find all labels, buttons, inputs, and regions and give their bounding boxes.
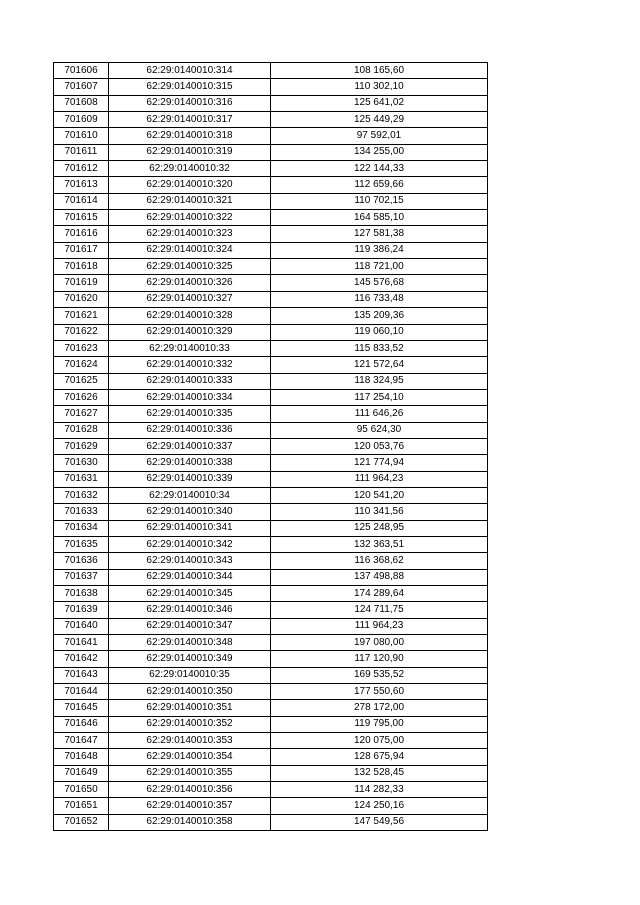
value-cell: 120 541,20 xyxy=(271,487,488,503)
value-cell: 125 248,95 xyxy=(271,520,488,536)
table-row xyxy=(54,422,488,438)
value-cell: 174 289,64 xyxy=(271,586,488,602)
value-cell: 110 702,15 xyxy=(271,193,488,209)
value-cell: 119 795,00 xyxy=(271,716,488,732)
cadastral-number-cell: 62:29:0140010:353 xyxy=(109,733,271,749)
value-cell: 118 721,00 xyxy=(271,259,488,275)
table-row xyxy=(54,406,488,422)
row-number-cell: 701638 xyxy=(54,586,109,602)
cadastral-number-cell: 62:29:0140010:350 xyxy=(109,684,271,700)
row-number-cell: 701613 xyxy=(54,177,109,193)
table-row xyxy=(54,63,488,79)
table-row xyxy=(54,765,488,781)
cadastral-number-cell: 62:29:0140010:352 xyxy=(109,716,271,732)
row-number-cell: 701625 xyxy=(54,373,109,389)
value-cell: 169 535,52 xyxy=(271,667,488,683)
value-cell: 110 341,56 xyxy=(271,504,488,520)
cadastral-number-cell: 62:29:0140010:351 xyxy=(109,700,271,716)
cadastral-number-cell: 62:29:0140010:337 xyxy=(109,438,271,454)
row-number-cell: 701639 xyxy=(54,602,109,618)
cadastral-number-cell: 62:29:0140010:35 xyxy=(109,667,271,683)
cadastral-number-cell: 62:29:0140010:336 xyxy=(109,422,271,438)
value-cell: 95 624,30 xyxy=(271,422,488,438)
row-number-cell: 701646 xyxy=(54,716,109,732)
value-cell: 127 581,38 xyxy=(271,226,488,242)
value-cell: 119 386,24 xyxy=(271,242,488,258)
table-row xyxy=(54,112,488,128)
table-row xyxy=(54,177,488,193)
table-row xyxy=(54,504,488,520)
cadastral-number-cell: 62:29:0140010:358 xyxy=(109,814,271,830)
value-cell: 122 144,33 xyxy=(271,161,488,177)
row-number-cell: 701618 xyxy=(54,259,109,275)
value-cell: 119 060,10 xyxy=(271,324,488,340)
table-row xyxy=(54,161,488,177)
table-row xyxy=(54,455,488,471)
cadastral-number-cell: 62:29:0140010:332 xyxy=(109,357,271,373)
table-row xyxy=(54,618,488,634)
cadastral-number-cell: 62:29:0140010:326 xyxy=(109,275,271,291)
cadastral-number-cell: 62:29:0140010:341 xyxy=(109,520,271,536)
row-number-cell: 701651 xyxy=(54,798,109,814)
table-row xyxy=(54,340,488,356)
value-cell: 121 774,94 xyxy=(271,455,488,471)
cadastral-number-cell: 62:29:0140010:342 xyxy=(109,536,271,552)
table-row xyxy=(54,487,488,503)
cadastral-number-cell: 62:29:0140010:349 xyxy=(109,651,271,667)
row-number-cell: 701633 xyxy=(54,504,109,520)
row-number-cell: 701627 xyxy=(54,406,109,422)
row-number-cell: 701619 xyxy=(54,275,109,291)
cadastral-number-cell: 62:29:0140010:334 xyxy=(109,389,271,405)
cadastral-number-cell: 62:29:0140010:32 xyxy=(109,161,271,177)
table-row xyxy=(54,586,488,602)
row-number-cell: 701606 xyxy=(54,63,109,79)
value-cell: 197 080,00 xyxy=(271,635,488,651)
row-number-cell: 701645 xyxy=(54,700,109,716)
cadastral-number-cell: 62:29:0140010:338 xyxy=(109,455,271,471)
table-row xyxy=(54,651,488,667)
row-number-cell: 701624 xyxy=(54,357,109,373)
cadastral-number-cell: 62:29:0140010:319 xyxy=(109,144,271,160)
table-row xyxy=(54,814,488,830)
row-number-cell: 701652 xyxy=(54,814,109,830)
row-number-cell: 701626 xyxy=(54,389,109,405)
value-cell: 147 549,56 xyxy=(271,814,488,830)
value-cell: 125 641,02 xyxy=(271,95,488,111)
cadastral-number-cell: 62:29:0140010:324 xyxy=(109,242,271,258)
row-number-cell: 701640 xyxy=(54,618,109,634)
table-row xyxy=(54,520,488,536)
value-cell: 116 733,48 xyxy=(271,291,488,307)
cadastral-number-cell: 62:29:0140010:327 xyxy=(109,291,271,307)
cadastral-number-cell: 62:29:0140010:357 xyxy=(109,798,271,814)
value-cell: 278 172,00 xyxy=(271,700,488,716)
row-number-cell: 701610 xyxy=(54,128,109,144)
row-number-cell: 701648 xyxy=(54,749,109,765)
cadastral-number-cell: 62:29:0140010:323 xyxy=(109,226,271,242)
row-number-cell: 701634 xyxy=(54,520,109,536)
value-cell: 117 254,10 xyxy=(271,389,488,405)
table-row xyxy=(54,684,488,700)
row-number-cell: 701649 xyxy=(54,765,109,781)
value-cell: 118 324,95 xyxy=(271,373,488,389)
value-cell: 111 964,23 xyxy=(271,471,488,487)
value-cell: 121 572,64 xyxy=(271,357,488,373)
row-number-cell: 701611 xyxy=(54,144,109,160)
table-row xyxy=(54,144,488,160)
table-body xyxy=(54,63,488,831)
value-cell: 124 250,16 xyxy=(271,798,488,814)
cadastral-number-cell: 62:29:0140010:314 xyxy=(109,63,271,79)
table-row xyxy=(54,553,488,569)
table-row xyxy=(54,193,488,209)
table-row xyxy=(54,373,488,389)
row-number-cell: 701612 xyxy=(54,161,109,177)
cadastral-number-cell: 62:29:0140010:33 xyxy=(109,340,271,356)
table-row xyxy=(54,602,488,618)
value-cell: 111 646,26 xyxy=(271,406,488,422)
table-row xyxy=(54,782,488,798)
table-row xyxy=(54,438,488,454)
value-cell: 120 053,76 xyxy=(271,438,488,454)
value-cell: 132 528,45 xyxy=(271,765,488,781)
value-cell: 120 075,00 xyxy=(271,733,488,749)
table-row xyxy=(54,275,488,291)
table-row xyxy=(54,324,488,340)
value-cell: 145 576,68 xyxy=(271,275,488,291)
row-number-cell: 701614 xyxy=(54,193,109,209)
table-row xyxy=(54,667,488,683)
cadastral-number-cell: 62:29:0140010:318 xyxy=(109,128,271,144)
row-number-cell: 701644 xyxy=(54,684,109,700)
cadastral-number-cell: 62:29:0140010:316 xyxy=(109,95,271,111)
cadastral-number-cell: 62:29:0140010:344 xyxy=(109,569,271,585)
table-row xyxy=(54,259,488,275)
row-number-cell: 701636 xyxy=(54,553,109,569)
cadastral-value-table xyxy=(53,62,488,831)
cadastral-number-cell: 62:29:0140010:328 xyxy=(109,308,271,324)
table-row xyxy=(54,79,488,95)
table-row xyxy=(54,635,488,651)
cadastral-number-cell: 62:29:0140010:322 xyxy=(109,210,271,226)
value-cell: 110 302,10 xyxy=(271,79,488,95)
row-number-cell: 701637 xyxy=(54,569,109,585)
cadastral-number-cell: 62:29:0140010:320 xyxy=(109,177,271,193)
table-row xyxy=(54,128,488,144)
value-cell: 124 711,75 xyxy=(271,602,488,618)
table-row xyxy=(54,733,488,749)
value-cell: 128 675,94 xyxy=(271,749,488,765)
table-row xyxy=(54,291,488,307)
value-cell: 137 498,88 xyxy=(271,569,488,585)
value-cell: 177 550,60 xyxy=(271,684,488,700)
value-cell: 132 363,51 xyxy=(271,536,488,552)
value-cell: 112 659,66 xyxy=(271,177,488,193)
cadastral-number-cell: 62:29:0140010:355 xyxy=(109,765,271,781)
row-number-cell: 701632 xyxy=(54,487,109,503)
row-number-cell: 701643 xyxy=(54,667,109,683)
cadastral-number-cell: 62:29:0140010:333 xyxy=(109,373,271,389)
value-cell: 116 368,62 xyxy=(271,553,488,569)
table-row xyxy=(54,749,488,765)
value-cell: 125 449,29 xyxy=(271,112,488,128)
cadastral-number-cell: 62:29:0140010:346 xyxy=(109,602,271,618)
table-row xyxy=(54,798,488,814)
row-number-cell: 701635 xyxy=(54,536,109,552)
value-cell: 134 255,00 xyxy=(271,144,488,160)
row-number-cell: 701630 xyxy=(54,455,109,471)
cadastral-number-cell: 62:29:0140010:315 xyxy=(109,79,271,95)
table-row xyxy=(54,242,488,258)
table-row xyxy=(54,716,488,732)
table-row xyxy=(54,569,488,585)
value-cell: 97 592,01 xyxy=(271,128,488,144)
value-cell: 117 120,90 xyxy=(271,651,488,667)
row-number-cell: 701608 xyxy=(54,95,109,111)
table-row xyxy=(54,226,488,242)
row-number-cell: 701642 xyxy=(54,651,109,667)
cadastral-number-cell: 62:29:0140010:325 xyxy=(109,259,271,275)
row-number-cell: 701647 xyxy=(54,733,109,749)
value-cell: 111 964,23 xyxy=(271,618,488,634)
cadastral-number-cell: 62:29:0140010:343 xyxy=(109,553,271,569)
table-row xyxy=(54,357,488,373)
cadastral-number-cell: 62:29:0140010:348 xyxy=(109,635,271,651)
cadastral-number-cell: 62:29:0140010:329 xyxy=(109,324,271,340)
cadastral-number-cell: 62:29:0140010:317 xyxy=(109,112,271,128)
row-number-cell: 701616 xyxy=(54,226,109,242)
row-number-cell: 701620 xyxy=(54,291,109,307)
row-number-cell: 701617 xyxy=(54,242,109,258)
table-row xyxy=(54,471,488,487)
value-cell: 115 833,52 xyxy=(271,340,488,356)
table-row xyxy=(54,210,488,226)
value-cell: 135 209,36 xyxy=(271,308,488,324)
row-number-cell: 701650 xyxy=(54,782,109,798)
row-number-cell: 701615 xyxy=(54,210,109,226)
row-number-cell: 701628 xyxy=(54,422,109,438)
table-row xyxy=(54,95,488,111)
cadastral-number-cell: 62:29:0140010:347 xyxy=(109,618,271,634)
value-cell: 108 165,60 xyxy=(271,63,488,79)
cadastral-number-cell: 62:29:0140010:354 xyxy=(109,749,271,765)
row-number-cell: 701607 xyxy=(54,79,109,95)
row-number-cell: 701622 xyxy=(54,324,109,340)
row-number-cell: 701629 xyxy=(54,438,109,454)
table-row xyxy=(54,700,488,716)
cadastral-number-cell: 62:29:0140010:356 xyxy=(109,782,271,798)
row-number-cell: 701609 xyxy=(54,112,109,128)
cadastral-number-cell: 62:29:0140010:34 xyxy=(109,487,271,503)
table-row xyxy=(54,536,488,552)
cadastral-number-cell: 62:29:0140010:321 xyxy=(109,193,271,209)
cadastral-number-cell: 62:29:0140010:335 xyxy=(109,406,271,422)
table-row xyxy=(54,389,488,405)
cadastral-number-cell: 62:29:0140010:339 xyxy=(109,471,271,487)
row-number-cell: 701621 xyxy=(54,308,109,324)
value-cell: 114 282,33 xyxy=(271,782,488,798)
value-cell: 164 585,10 xyxy=(271,210,488,226)
cadastral-number-cell: 62:29:0140010:340 xyxy=(109,504,271,520)
row-number-cell: 701631 xyxy=(54,471,109,487)
cadastral-number-cell: 62:29:0140010:345 xyxy=(109,586,271,602)
row-number-cell: 701623 xyxy=(54,340,109,356)
row-number-cell: 701641 xyxy=(54,635,109,651)
table-row xyxy=(54,308,488,324)
